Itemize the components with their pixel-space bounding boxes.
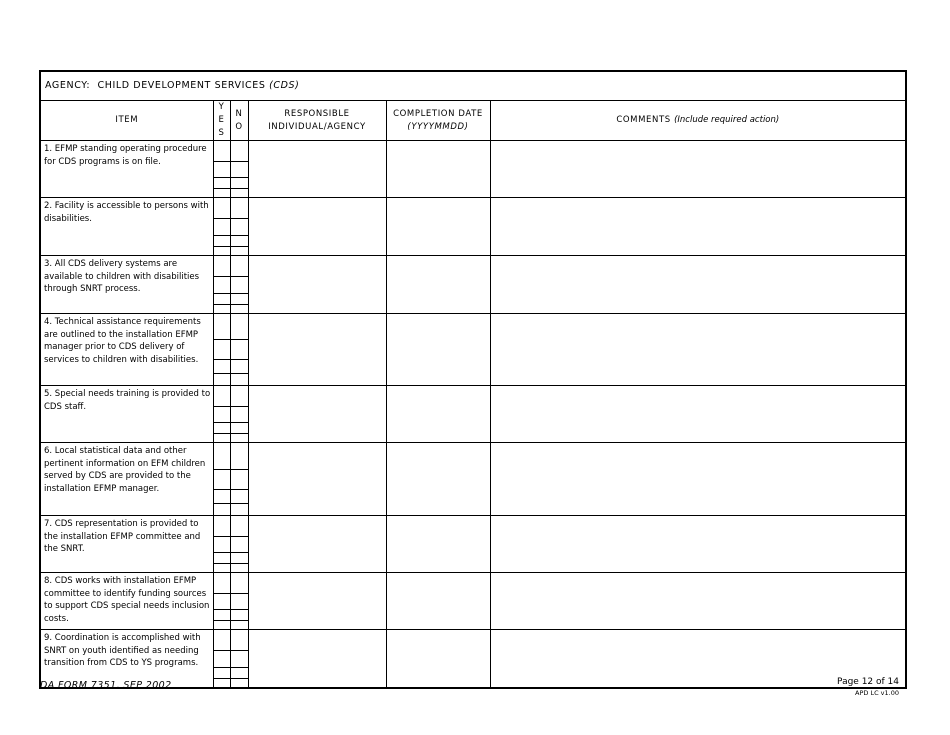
responsible-input[interactable] [248,386,386,443]
responsible-input[interactable] [248,198,386,256]
responsible-input[interactable] [248,141,386,198]
no-checkbox-cell[interactable] [230,516,248,573]
yes-checkbox-cell[interactable] [213,443,230,516]
completion-date-input[interactable] [386,314,490,386]
yes-checkbox-divider [214,563,230,564]
comments-label: COMMENTS [616,115,671,125]
completion-header-line1: COMPLETION DATE [393,108,483,119]
no-checkbox-cell[interactable] [230,141,248,198]
no-checkbox-divider [231,359,248,360]
yes-checkbox-divider [214,667,230,668]
completion-header-line2 [387,121,490,134]
no-checkbox-cell[interactable] [230,256,248,314]
yes-checkbox-divider [214,678,230,679]
item-text: 7. CDS representation is provided to the installation EFMP committee and the SNRT. [40,516,213,573]
no-letter-o: O [235,121,243,132]
column-header-row [40,101,906,141]
checklist-row [40,516,906,573]
no-checkbox-divider [231,609,248,610]
item-text: 6. Local statistical data and other pertinent information on EFM children served by CDS are provided to the installation EFMP manager. [40,443,213,516]
responsible-input[interactable] [248,443,386,516]
completion-date-input[interactable] [386,630,490,688]
item-text: 8. CDS works with installation EFMP committee to identify funding sources to support CDS special needs inclusion costs. [40,573,213,630]
form-table [39,70,907,689]
item-text: 3. All CDS delivery systems are available to children with disabilities through SNRT process. [40,256,213,314]
yes-checkbox-divider [214,218,230,219]
no-checkbox-divider [231,503,248,504]
yes-checkbox-divider [214,489,230,490]
completion-date-input[interactable] [386,443,490,516]
no-checkbox-divider [231,304,248,305]
responsible-header [248,101,386,141]
yes-checkbox-divider [214,293,230,294]
responsible-input[interactable] [248,314,386,386]
completion-date-input[interactable] [386,198,490,256]
no-checkbox-cell[interactable] [230,314,248,386]
no-checkbox-divider [231,406,248,407]
yes-checkbox-cell[interactable] [213,516,230,573]
yes-checkbox-cell[interactable] [213,386,230,443]
checklist-row [40,314,906,386]
no-checkbox-grid [231,141,248,197]
yes-checkbox-grid [214,141,230,197]
no-checkbox-divider [231,246,248,247]
comments-input[interactable] [490,443,906,516]
no-checkbox-divider [231,678,248,679]
no-checkbox-cell[interactable] [230,386,248,443]
item-text: 5. Special needs training is provided to CDS staff. [40,386,213,443]
comments-input[interactable] [490,256,906,314]
yes-checkbox-divider [214,188,230,189]
responsible-input[interactable] [248,256,386,314]
page-number: Page 12 of 14 [837,677,899,687]
yes-checkbox-divider [214,433,230,434]
yes-checkbox-cell[interactable] [213,630,230,688]
yes-checkbox-divider [214,246,230,247]
completion-date-input[interactable] [386,386,490,443]
completion-date-input[interactable] [386,516,490,573]
responsible-input[interactable] [248,573,386,630]
yes-checkbox-grid [214,573,230,629]
yes-checkbox-divider [214,161,230,162]
checklist-row [40,256,906,314]
responsible-header-line2: INDIVIDUAL/AGENCY [268,121,366,132]
yes-checkbox-divider [214,406,230,407]
yes-checkbox-divider [214,359,230,360]
completion-date-input[interactable] [386,141,490,198]
yes-checkbox-grid [214,314,230,385]
yes-letter-e: E [218,115,225,125]
checklist-row [40,573,906,630]
no-checkbox-divider [231,188,248,189]
completion-date-format: (YYYYMMDD) [407,121,469,132]
agency-label: AGENCY: [45,79,91,91]
yes-checkbox-divider [214,177,230,178]
no-checkbox-cell[interactable] [230,198,248,256]
yes-header [213,101,230,141]
yes-checkbox-divider [214,276,230,277]
yes-checkbox-divider [214,536,230,537]
no-checkbox-divider [231,593,248,594]
checklist-row [40,141,906,198]
no-header [230,101,248,141]
responsible-input[interactable] [248,630,386,688]
yes-checkbox-grid [214,256,230,313]
no-checkbox-divider [231,650,248,651]
responsible-input[interactable] [248,516,386,573]
agency-header [40,71,906,101]
yes-checkbox-grid [214,516,230,572]
no-checkbox-divider [231,536,248,537]
no-checkbox-cell[interactable] [230,573,248,630]
checklist-row [40,443,906,516]
no-checkbox-grid [231,573,248,629]
yes-checkbox-divider [214,503,230,504]
no-checkbox-divider [231,552,248,553]
yes-checkbox-cell[interactable] [213,256,230,314]
comments-input[interactable] [490,141,906,198]
yes-checkbox-divider [214,235,230,236]
comments-header [490,101,906,141]
no-checkbox-divider [231,276,248,277]
item-header: ITEM [40,101,213,141]
no-checkbox-divider [231,161,248,162]
no-checkbox-grid [231,386,248,442]
no-checkbox-grid [231,630,248,687]
agency-abbrev: (CDS) [269,79,300,91]
version-label: APD LC v1.00 [855,689,899,697]
yes-checkbox-divider [214,339,230,340]
item-text: 9. Coordination is accomplished with SNRT on youth identified as needing transition from CDS to YS programs. [40,630,213,688]
comments-note: (Include required action) [674,115,780,125]
completion-date-input[interactable] [386,256,490,314]
checklist-row [40,198,906,256]
checklist-row [40,386,906,443]
yes-checkbox-grid [214,198,230,255]
yes-letter-y: Y [218,102,225,112]
no-letter-n: N [235,108,243,119]
no-checkbox-grid [231,256,248,313]
comments-input[interactable] [490,516,906,573]
no-checkbox-divider [231,620,248,621]
no-checkbox-divider [231,339,248,340]
completion-date-header [386,101,490,141]
yes-letter-s: S [218,128,225,138]
no-checkbox-divider [231,422,248,423]
item-text: 1. EFMP standing operating procedure for CDS programs is on file. [40,141,213,198]
no-checkbox-cell[interactable] [230,443,248,516]
no-checkbox-divider [231,489,248,490]
checklist-row [40,630,906,688]
no-checkbox-cell[interactable] [230,630,248,688]
comments-input[interactable] [490,198,906,256]
form-identifier: DA FORM 7351, SEP 2002 [40,680,172,691]
yes-checkbox-divider [214,650,230,651]
yes-checkbox-cell[interactable] [213,198,230,256]
yes-checkbox-divider [214,620,230,621]
no-checkbox-grid [231,314,248,385]
no-checkbox-divider [231,667,248,668]
yes-checkbox-grid [214,630,230,687]
no-checkbox-divider [231,469,248,470]
no-checkbox-grid [231,516,248,572]
no-checkbox-divider [231,433,248,434]
no-checkbox-divider [231,177,248,178]
yes-checkbox-divider [214,422,230,423]
comments-input[interactable] [490,314,906,386]
yes-checkbox-cell[interactable] [213,573,230,630]
item-text: 2. Facility is accessible to persons with disabilities. [40,198,213,256]
completion-date-input[interactable] [386,573,490,630]
yes-checkbox-divider [214,593,230,594]
no-checkbox-grid [231,443,248,515]
yes-checkbox-cell[interactable] [213,141,230,198]
yes-checkbox-grid [214,443,230,515]
no-checkbox-divider [231,293,248,294]
no-checkbox-divider [231,218,248,219]
no-checkbox-divider [231,563,248,564]
yes-checkbox-cell[interactable] [213,314,230,386]
no-checkbox-divider [231,235,248,236]
yes-checkbox-divider [214,469,230,470]
responsible-header-line1: RESPONSIBLE [284,108,350,119]
yes-checkbox-grid [214,386,230,442]
yes-checkbox-divider [214,304,230,305]
comments-input[interactable] [490,386,906,443]
no-checkbox-grid [231,198,248,255]
item-text: 4. Technical assistance requirements are outlined to the installation EFMP manager prior to CDS delivery of services to children with disabilities. [40,314,213,386]
agency-name: CHILD DEVELOPMENT SERVICES [97,79,266,91]
no-checkbox-divider [231,373,248,374]
agency-row [40,71,906,101]
comments-input[interactable] [490,573,906,630]
yes-checkbox-divider [214,609,230,610]
yes-checkbox-divider [214,552,230,553]
yes-checkbox-divider [214,373,230,374]
